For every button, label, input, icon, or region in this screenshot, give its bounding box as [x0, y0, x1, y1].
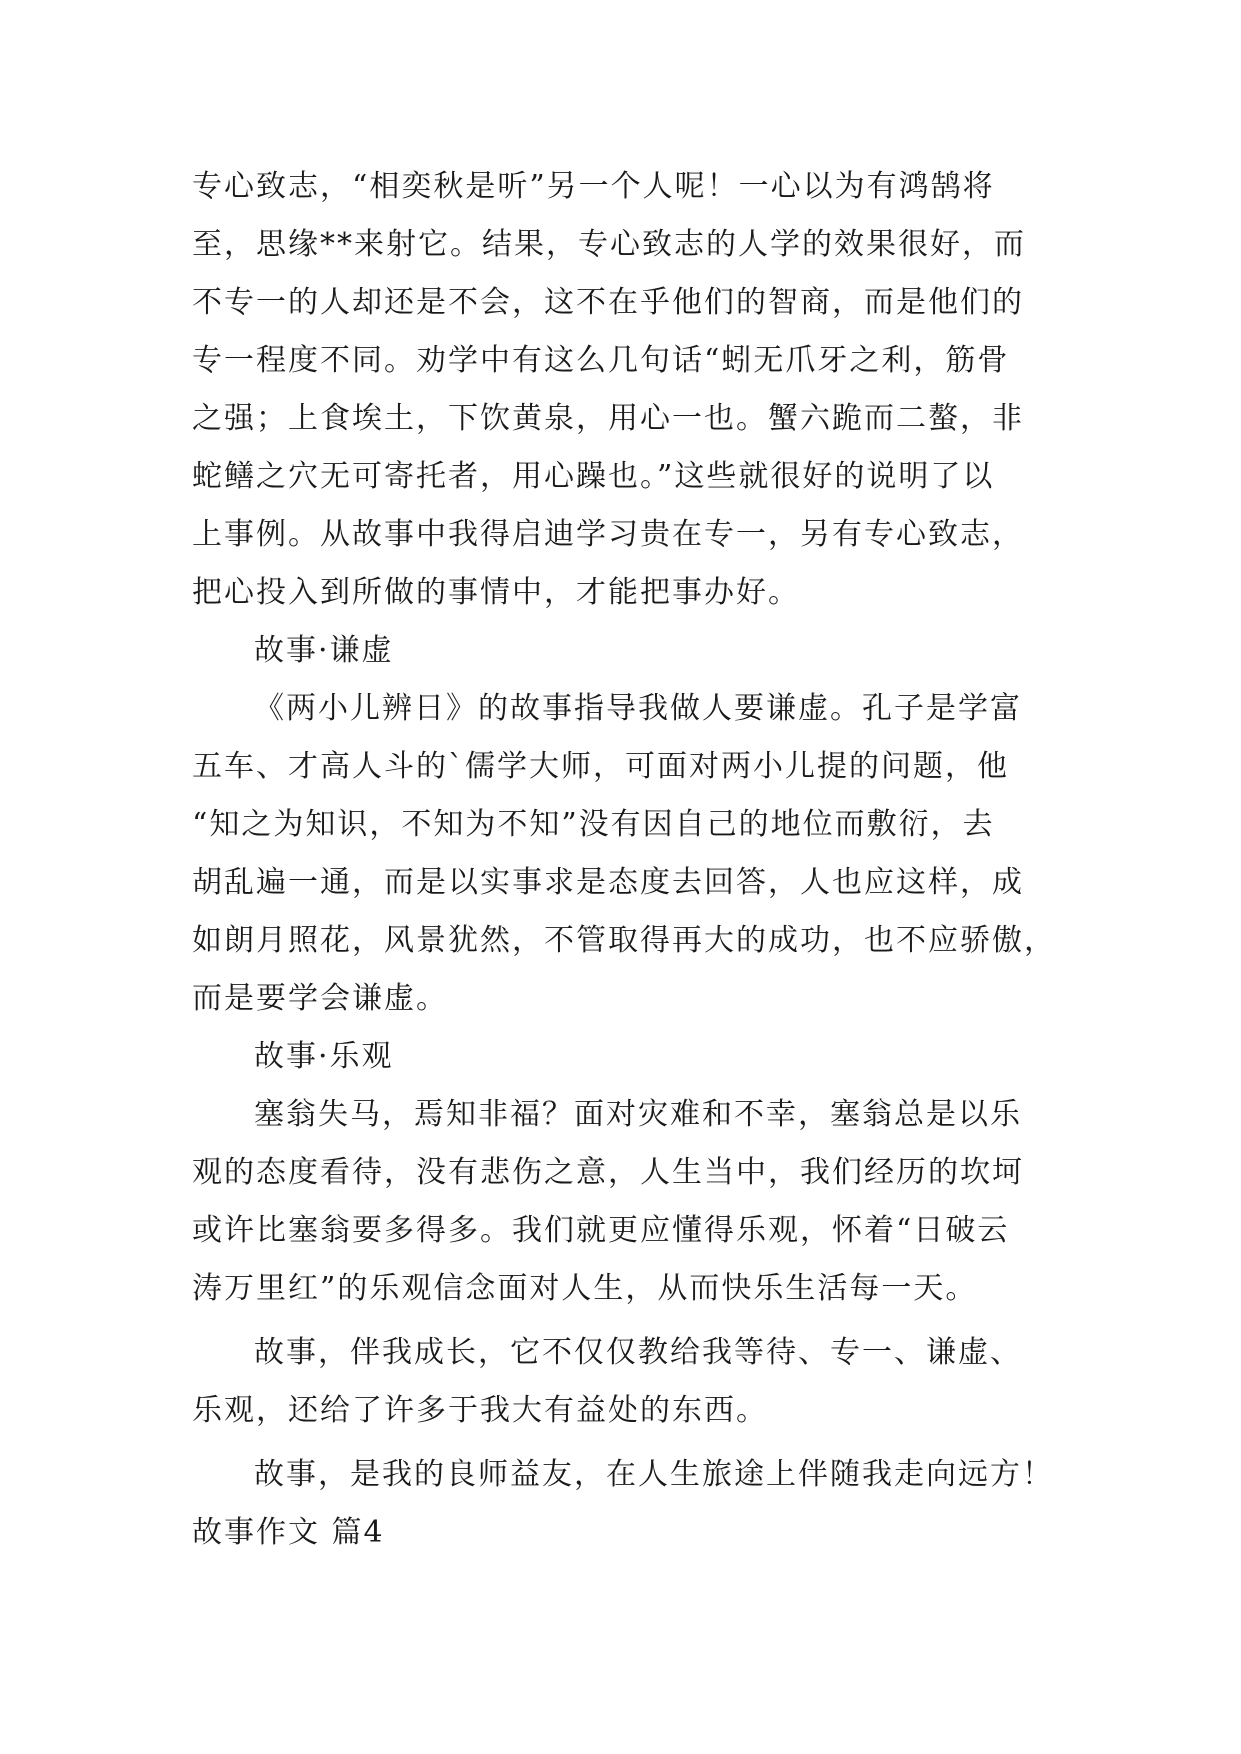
paragraph-line: 不专一的人却还是不会，这不在乎他们的智商，而是他们的 [192, 285, 1024, 320]
section-heading: 故事·谦虚 [254, 633, 394, 668]
paragraph-line: 如朗月照花，风景犹然，不管取得再大的成功，也不应骄傲， [192, 923, 1056, 958]
document-page [192, 158, 1062, 1562]
paragraph-line: 塞翁失马，焉知非福？面对灾难和不幸，塞翁总是以乐 [254, 1097, 1022, 1132]
paragraph-line: 之强；上食埃土，下饮黄泉，用心一也。蟹六跪而二螯，非 [192, 401, 1024, 436]
article-title: 故事作文 篇4 [192, 1515, 385, 1550]
paragraph-line: 至，思缘**来射它。结果，专心致志的人学的效果很好，而 [192, 227, 1026, 262]
paragraph-line: “知之为知识，不知为不知”没有因自己的地位而敷衍，去 [192, 807, 995, 842]
paragraph-line: 胡乱遍一通，而是以实事求是态度去回答，人也应这样，成 [192, 865, 1024, 900]
paragraph-line: 故事，伴我成长，它不仅仅教给我等待、专一、谦虚、 [254, 1335, 1022, 1370]
paragraph-line: 专一程度不同。劝学中有这么几句话“蚓无爪牙之利，筋骨 [192, 343, 1010, 378]
paragraph-line: 《两小儿辨日》的故事指导我做人要谦虚。孔子是学富 [254, 691, 1022, 726]
paragraph-line: 故事，是我的良师益友，在人生旅途上伴随我走向远方！ [254, 1457, 1054, 1492]
paragraph-line: 或许比塞翁要多得多。我们就更应懂得乐观，怀着“日破云 [192, 1213, 1010, 1248]
paragraph-line: 把心投入到所做的事情中，才能把事办好。 [192, 575, 800, 610]
paragraph-line: 专心致志，“相奕秋是听”另一个人呢！一心以为有鸿鹄将 [192, 169, 995, 204]
paragraph-line: 涛万里红”的乐观信念面对人生，从而快乐生活每一天。 [192, 1271, 978, 1306]
paragraph-line: 上事例。从故事中我得启迪学习贵在专一，另有专心致志， [192, 517, 1024, 552]
paragraph-line: 乐观，还给了许多于我大有益处的东西。 [192, 1393, 768, 1428]
paragraph-line: 五车、才高人斗的`儒学大师，可面对两小儿提的问题，他 [192, 749, 1009, 784]
paragraph-line: 蛇鳝之穴无可寄托者，用心躁也。”这些就很好的说明了以 [192, 459, 995, 494]
paragraph-line: 观的态度看待，没有悲伤之意，人生当中，我们经历的坎坷 [192, 1155, 1024, 1190]
section-heading: 故事·乐观 [254, 1039, 394, 1074]
paragraph-line: 而是要学会谦虚。 [192, 981, 448, 1016]
